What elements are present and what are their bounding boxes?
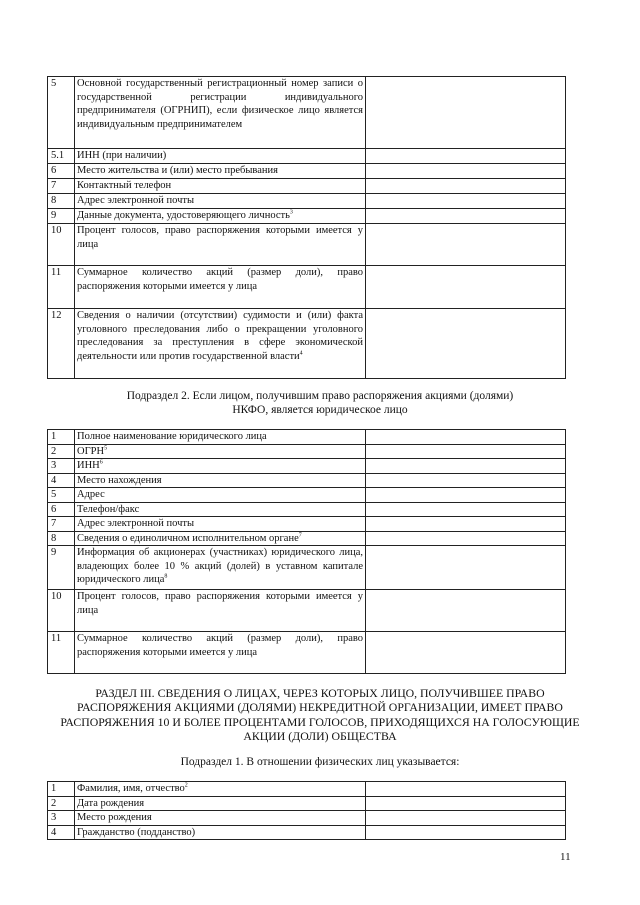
row-number: 2 [48, 796, 75, 811]
row-label: Процент голосов, право распоряжения которыми имеется у лица [75, 590, 366, 632]
row-label: Гражданство (подданство) [75, 825, 366, 840]
row-number: 11 [48, 266, 75, 309]
value-cell[interactable] [366, 546, 566, 590]
row-number: 6 [48, 502, 75, 517]
table-row [48, 266, 566, 309]
row-label: Фамилия, имя, отчество$^2$ [75, 782, 366, 797]
row-number: 4 [48, 825, 75, 840]
table-row [48, 149, 566, 164]
row-number: 6 [48, 164, 75, 179]
table-row [48, 194, 566, 209]
value-cell[interactable] [366, 430, 566, 445]
row-number: 9 [48, 546, 75, 590]
value-cell[interactable] [366, 796, 566, 811]
row-label: Сведения о единоличном исполнительном органе$^7$ [75, 531, 366, 546]
value-cell[interactable] [366, 590, 566, 632]
value-cell[interactable] [366, 825, 566, 840]
value-cell[interactable] [366, 149, 566, 164]
row-label: ИНН (при наличии) [75, 149, 366, 164]
row-number: 1 [48, 430, 75, 445]
row-label: Контактный телефон [75, 179, 366, 194]
value-cell[interactable] [366, 309, 566, 379]
table-row [48, 488, 566, 503]
table-row [48, 517, 566, 532]
value-cell[interactable] [366, 517, 566, 532]
row-label: Суммарное количество акций (размер доли), право распоряжения которыми имеется у лица [75, 266, 366, 309]
row-label: ОГРН$^5$ [75, 444, 366, 459]
value-cell[interactable] [366, 194, 566, 209]
value-cell[interactable] [366, 531, 566, 546]
row-label: Сведения о наличии (отсутствии) судимости и (или) факта уголовного преследования либо о прекращении уголовного преследования за преступления в сфере экономической деятельности или против государственной власти$^4$ [75, 309, 366, 379]
row-label: Основной государственный регистрационный номер записи о государственной регистрации индивидуального предпринимателя (ОГРНИП), если физическое лицо является индивидуальным предпринимателем [75, 77, 366, 149]
row-label: Суммарное количество акций (размер доли), право распоряжения которыми имеется у лица [75, 632, 366, 674]
row-number: 8 [48, 531, 75, 546]
value-cell[interactable] [366, 224, 566, 266]
value-cell[interactable] [366, 164, 566, 179]
row-label: Адрес [75, 488, 366, 503]
row-number: 5.1 [48, 149, 75, 164]
value-cell[interactable] [366, 632, 566, 674]
row-label: Информация об акционерах (участниках) юридического лица, владеющих более 10 % акций (долей) в уставном капитале юридического лица$^8$ [75, 546, 366, 590]
table-row [48, 825, 566, 840]
row-number: 11 [48, 632, 75, 674]
table-row [48, 811, 566, 826]
row-label: Данные документа, удостоверяющего личность$^3$ [75, 209, 366, 224]
table-row [48, 502, 566, 517]
row-label: Место нахождения [75, 473, 366, 488]
value-cell[interactable] [366, 473, 566, 488]
row-label: Дата рождения [75, 796, 366, 811]
row-number: 7 [48, 517, 75, 532]
table-row [48, 459, 566, 474]
row-label: Адрес электронной почты [75, 194, 366, 209]
row-number: 10 [48, 224, 75, 266]
row-number: 8 [48, 194, 75, 209]
row-number: 4 [48, 473, 75, 488]
value-cell[interactable] [366, 179, 566, 194]
row-number: 7 [48, 179, 75, 194]
value-cell[interactable] [366, 77, 566, 149]
value-cell[interactable] [366, 811, 566, 826]
table-row [48, 209, 566, 224]
subsection-1-title: Подраздел 1. В отношении физических лиц указывается: [180, 756, 460, 768]
table-row [48, 546, 566, 590]
table-row [48, 164, 566, 179]
row-label: Полное наименование юридического лица [75, 430, 366, 445]
row-label: Процент голосов, право распоряжения которыми имеется у лица [75, 224, 366, 266]
row-number: 1 [48, 782, 75, 797]
row-number: 3 [48, 459, 75, 474]
table-row [48, 179, 566, 194]
value-cell[interactable] [366, 459, 566, 474]
table-row [48, 473, 566, 488]
value-cell[interactable] [366, 488, 566, 503]
value-cell[interactable] [366, 444, 566, 459]
legal-entity-table [47, 429, 566, 674]
table-row [48, 531, 566, 546]
row-number: 9 [48, 209, 75, 224]
table-row [48, 77, 566, 149]
table-row [48, 782, 566, 797]
row-number: 12 [48, 309, 75, 379]
row-number: 3 [48, 811, 75, 826]
table-row [48, 632, 566, 674]
section-3-title: РАЗДЕЛ III. СВЕДЕНИЯ О ЛИЦАХ, ЧЕРЕЗ КОТОРЫХ ЛИЦО, ПОЛУЧИВШЕЕ ПРАВО РАСПОРЯЖЕНИЯ АКЦИЯМИ (ДОЛЯМИ) НЕКРЕДИТНОЙ ОРГАНИЗАЦИИ, ИМЕЕТ ПРАВО РАСПОРЯЖЕНИЯ 10 И БОЛЕЕ ПРОЦЕНТАМИ ГОЛОСОВ, ПРИХОДЯЩИХСЯ НА ГОЛОСУЮЩИЕ АКЦИИ (ДОЛИ) ОБЩЕСТВА [60, 686, 580, 744]
value-cell[interactable] [366, 209, 566, 224]
subsection-2-title: Подраздел 2. Если лицом, получившим право распоряжения акциями (долями) НКФО, является юридическое лицо [126, 390, 514, 416]
row-number: 2 [48, 444, 75, 459]
value-cell[interactable] [366, 266, 566, 309]
table-row [48, 444, 566, 459]
table-row [48, 224, 566, 266]
table-row [48, 309, 566, 379]
table-row [48, 796, 566, 811]
row-label: Адрес электронной почты [75, 517, 366, 532]
individuals-table [47, 781, 566, 840]
row-number: 10 [48, 590, 75, 632]
value-cell[interactable] [366, 782, 566, 797]
table-row [48, 590, 566, 632]
row-number: 5 [48, 488, 75, 503]
value-cell[interactable] [366, 502, 566, 517]
row-label: Место рождения [75, 811, 366, 826]
row-number: 5 [48, 77, 75, 149]
individual-info-table [47, 76, 566, 379]
row-label: Место жительства и (или) место пребывания [75, 164, 366, 179]
row-label: Телефон/факс [75, 502, 366, 517]
table-row [48, 430, 566, 445]
page-number: 11 [560, 851, 571, 863]
row-label: ИНН$^6$ [75, 459, 366, 474]
